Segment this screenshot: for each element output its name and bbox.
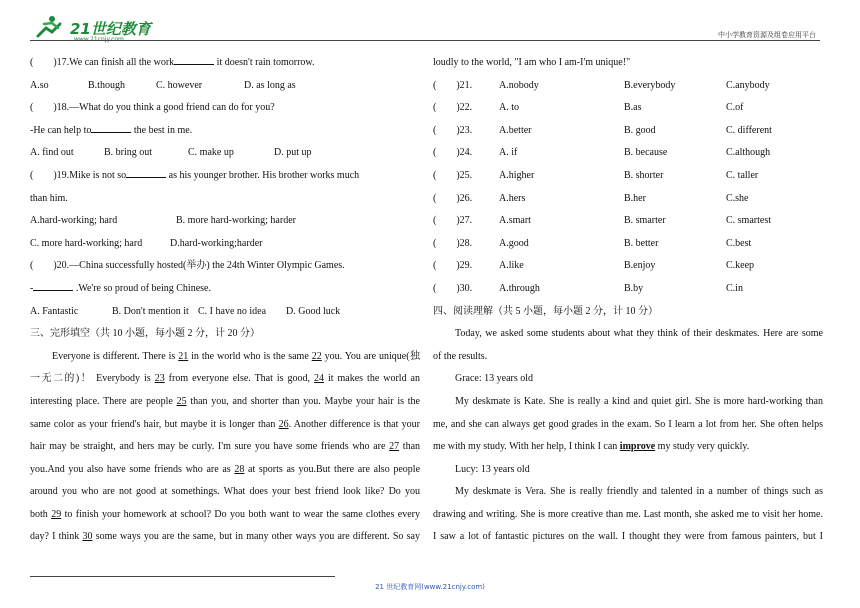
choice-row-27: [433, 210, 823, 233]
choice-row-28: [433, 233, 823, 256]
section-3-heading: 三、完形填空（共 10 小题，每小题 2 分，计 20 分）: [30, 328, 260, 340]
choice-row-23: [433, 120, 823, 143]
question-20-reply: - .We're so proud of being Chinese.: [30, 282, 211, 294]
option-a: A.better: [499, 124, 532, 136]
option-a: A.hers: [499, 192, 526, 204]
page-header: [0, 0, 860, 44]
option-b: B. because: [624, 147, 668, 159]
page-footer: 21 世纪教育网(www.21cnjy.com): [375, 583, 485, 591]
question-number: ( )29.: [433, 260, 473, 272]
passage-line: 一无二的)！ Everybody is 23 from everyone else. That is good, 24 it makes the world an: [30, 373, 420, 385]
option-c: C.she: [726, 192, 749, 204]
student-lucy-label: Lucy: 13 years old: [455, 463, 530, 475]
option-c: C.of: [726, 102, 744, 114]
choice-row-25: [433, 165, 823, 188]
option-c: C.best: [726, 237, 752, 249]
site-name: 中小学教育资源及组卷应用平台: [718, 31, 816, 39]
reading-intro-line: of the results.: [433, 350, 488, 362]
question-19-options-ab: A.hard-working; hard B. more hard-working; harder: [30, 215, 296, 227]
grace-text-line: me, and she can always get good grades in the exam. So I learn a lot from her. She often helps: [433, 418, 823, 430]
passage-line: hair may be straight, and hers may be curly. I'm sure you have some friends who are 27 than: [30, 441, 420, 453]
answer-blank: [174, 55, 214, 65]
option-a: A.higher: [499, 169, 535, 181]
option-b: B. good: [624, 124, 656, 136]
footer-divider: [30, 576, 335, 577]
option-a: A.good: [499, 237, 529, 249]
option-b: B.as: [624, 102, 642, 114]
question-number: ( )22.: [433, 102, 473, 114]
question-19-options-cd: C. more hard-working; hard D.hard-working;harder: [30, 237, 263, 249]
highlighted-word: improve: [619, 441, 656, 453]
section-4-heading: 四、阅读理解（共 5 小题，每小题 2 分，计 10 分）: [433, 305, 658, 317]
option-c: C. taller: [726, 169, 759, 181]
option-a: A.nobody: [499, 79, 539, 91]
choice-row-21: [433, 75, 823, 98]
passage-line: same color as your friend's hair, but maybe it is longer than 26. Another difference is that your: [30, 418, 420, 430]
answer-blank: [91, 123, 131, 133]
grace-text-line: me with my study. With her help, I think I can improve my study very quickly.: [433, 441, 750, 453]
option-a: A. to: [499, 102, 519, 114]
passage-line: day? I think 30 some ways you are the same, but in many other ways you are different. So say: [30, 531, 420, 543]
lucy-text-line: drawing and writing. She is more creative than me. Last month, she asked me to visit her home.: [433, 508, 823, 520]
question-number: ( )28.: [433, 237, 473, 249]
option-c: C.although: [726, 147, 771, 159]
grace-text-line: My deskmate is Kate. She is really a kind and quiet girl. She is more hard-working than: [455, 395, 823, 407]
answer-blank: [33, 281, 73, 291]
logo: [30, 14, 180, 42]
option-a: A. if: [499, 147, 518, 159]
option-a: A.through: [499, 282, 540, 294]
passage-line: around you who are not good at somethings. What does your best friend look like? Do you: [30, 486, 420, 498]
question-number: ( )24.: [433, 147, 473, 159]
logo-url: www.21cnjy.com: [74, 36, 124, 43]
choice-row-24: [433, 142, 823, 165]
passage-final-line: loudly to the world, "I am who I am-I'm unique!": [433, 57, 631, 68]
choice-row-30: [433, 278, 823, 301]
question-19-cont: than him.: [30, 192, 68, 204]
question-19: ( )19.Mike is not so as his younger brother. His brother works much: [30, 169, 360, 181]
option-c: C.anybody: [726, 79, 770, 91]
option-b: B.everybody: [624, 79, 676, 91]
question-18: ( )18.—What do you think a good friend can do for you?: [30, 102, 275, 114]
question-18-reply: -He can help to the best in me.: [30, 124, 193, 136]
reading-intro-line: Today, we asked some students about what they think of their deskmates. Here are some: [455, 328, 823, 340]
option-b: B. better: [624, 237, 659, 249]
question-17: ( )17.We can finish all the work it doesn't rain tomorrow.: [30, 57, 315, 68]
option-b: B. shorter: [624, 169, 664, 181]
option-c: C.keep: [726, 260, 755, 272]
logo-text: 21世纪教育: [70, 20, 151, 38]
question-number: ( )23.: [433, 124, 473, 136]
question-18-options: A. find out B. bring out C. make up D. put up: [30, 147, 312, 159]
option-c: C. smartest: [726, 215, 771, 227]
question-20: ( )20.—China successfully hosted(举办) the 24th Winter Olympic Games.: [30, 260, 345, 272]
passage-line: Everyone is different. There is 21 in the world who is the same 22 you. You are unique(独: [52, 350, 420, 362]
option-b: B.her: [624, 192, 646, 204]
option-a: A.like: [499, 260, 524, 272]
option-c: C. different: [726, 124, 772, 136]
right-column: [433, 52, 823, 549]
lucy-text-line: I saw a lot of fantastic pictures on the wall. I thought they were from famous painters, but I: [433, 531, 823, 543]
option-a: A.smart: [499, 215, 531, 227]
question-number: ( )25.: [433, 169, 473, 181]
question-number: ( )26.: [433, 192, 473, 204]
question-number: ( )30.: [433, 282, 473, 294]
header-divider: [30, 40, 820, 41]
choice-row-29: [433, 255, 823, 278]
passage-line: interesting place. There are people 25 than you, and shorter than you. Maybe your hair is the: [30, 395, 420, 407]
choice-row-26: [433, 188, 823, 211]
choice-row-22: [433, 97, 823, 120]
question-number: ( )21.: [433, 79, 473, 91]
passage-line: you.And you also have some friends who are as 28 at sports as you.But there are also people: [30, 463, 420, 475]
passage-line: both 29 to finish your homework at school? Do you both want to wear the same clothes every: [30, 508, 420, 520]
student-grace-label: Grace: 13 years old: [455, 373, 534, 385]
question-number: ( )27.: [433, 215, 473, 227]
option-b: B.enjoy: [624, 260, 656, 272]
answer-blank: [126, 168, 166, 178]
runner-logo-icon: [30, 14, 68, 40]
left-column: [30, 52, 420, 549]
option-b: B. smarter: [624, 215, 666, 227]
option-c: C.in: [726, 282, 743, 294]
question-17-options: A.so B.though C. however D. as long as: [30, 79, 296, 91]
lucy-text-line: My deskmate is Vera. She is really friendly and talented in a number of things such as: [455, 486, 823, 498]
option-b: B.by: [624, 282, 644, 294]
question-20-options: A. Fantastic B. Don't mention it C. I have no idea D. Good luck: [30, 305, 341, 317]
